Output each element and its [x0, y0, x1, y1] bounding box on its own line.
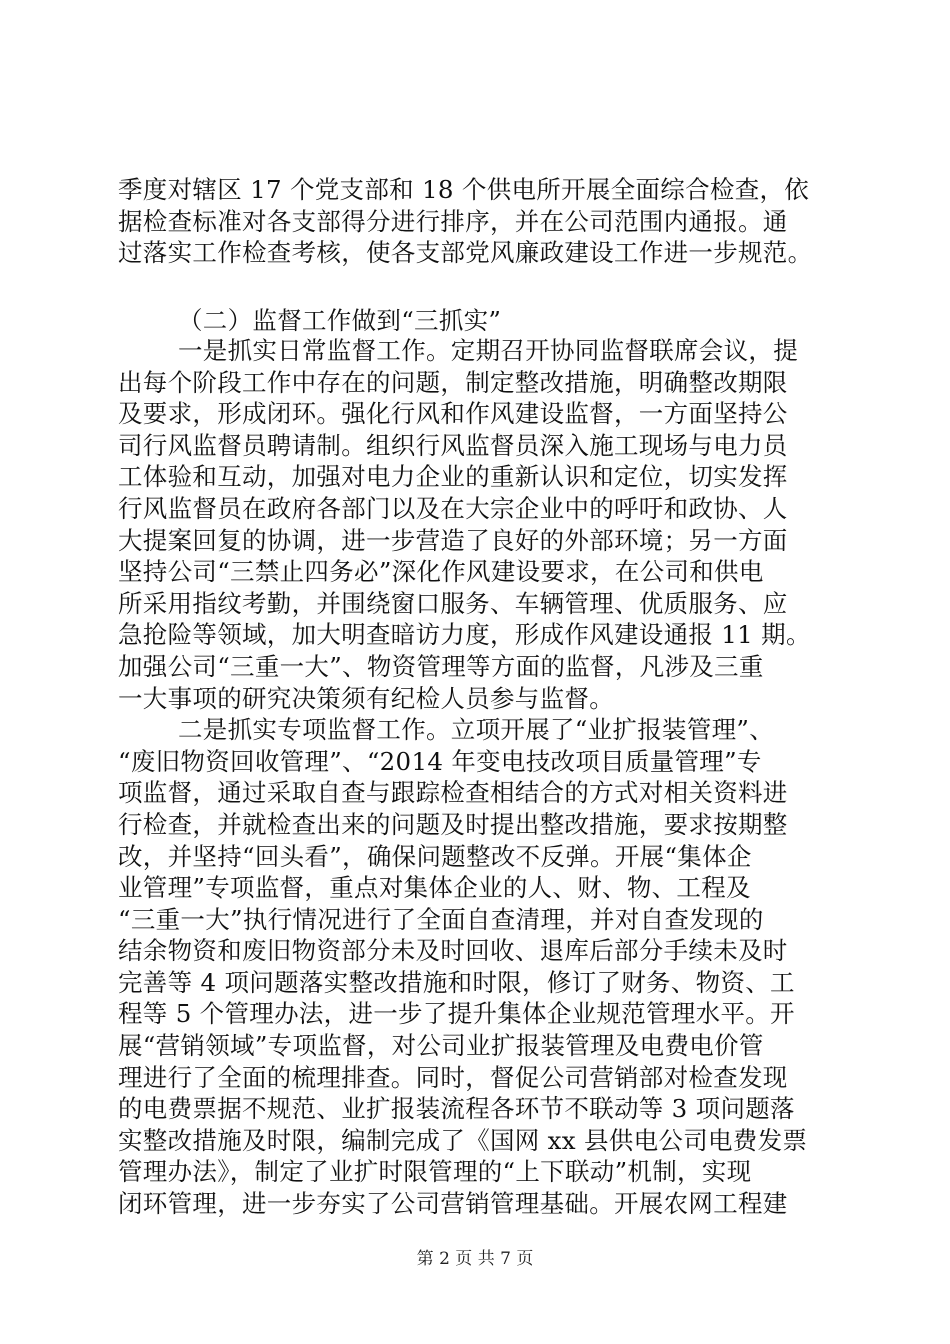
text-line: 所采用指纹考勤，并围绕窗口服务、车辆管理、优质服务、应: [118, 588, 788, 618]
section-heading: [118, 305, 838, 337]
text-line: 改，并坚持“回头看”，确保问题整改不反弹。开展“集体企: [118, 841, 752, 871]
text-line: 展“营销领域”专项监督，对公司业扩报装管理及电费电价管: [118, 1031, 764, 1061]
intro-paragraph: [118, 174, 838, 269]
text-line: 司行风监督员聘请制。组织行风监督员深入施工现场与电力员: [118, 430, 788, 460]
text-line: “废旧物资回收管理”、“2014 年变电技改项目质量管理”专: [118, 746, 762, 776]
page-number: 第 2 页 共 7 页: [416, 1249, 534, 1269]
text-line: 加强公司“三重一大”、物资管理等方面的监督，凡涉及三重: [118, 651, 764, 681]
text-line: 行检查，并就检查出来的问题及时提出整改措施，要求按期整: [118, 809, 788, 839]
text-line: 工体验和互动，加强对电力企业的重新认识和定位，切实发挥: [118, 462, 788, 492]
text-line: 坚持公司“三禁止四务必”深化作风建设要求，在公司和供电: [118, 557, 764, 587]
text-line: “三重一大”执行情况进行了全面自查清理，并对自查发现的: [118, 904, 764, 934]
paragraph-special-supervision: [118, 714, 838, 1220]
text-line: 一是抓实日常监督工作。定期召开协同监督联席会议，提: [178, 336, 798, 365]
text-line: 过落实工作检查考核，使各支部党风廉政建设工作进一步规范。: [118, 238, 813, 268]
page-footer: [0, 1244, 950, 1269]
text-line: 季度对辖区 17 个党支部和 18 个供电所开展全面综合检查，依: [118, 175, 810, 204]
text-line: 程等 5 个管理办法，进一步了提升集体企业规范管理水平。开: [118, 999, 795, 1029]
text-line: 行风监督员在政府各部门以及在大宗企业中的呼吁和政协、人: [118, 493, 788, 523]
text-line: 出每个阶段工作中存在的问题，制定整改措施，明确整改期限: [118, 367, 788, 397]
text-line: 据检查标准对各支部得分进行排序，并在公司范围内通报。通: [118, 206, 788, 236]
text-line: 管理办法》，制定了业扩时限管理的“上下联动”机制，实现: [118, 1157, 752, 1187]
text-line: 结余物资和废旧物资部分未及时回收、退库后部分手续未及时: [118, 936, 788, 966]
text-line: 及要求，形成闭环。强化行风和作风建设监督，一方面坚持公: [118, 399, 788, 429]
text-line: 急抢险等领域，加大明查暗访力度，形成作风建设通报 11 期。: [118, 620, 811, 650]
text-line: 理进行了全面的梳理排查。同时，督促公司营销部对检查发现: [118, 1062, 788, 1092]
section-heading-text: （二）监督工作做到“三抓实”: [178, 306, 502, 335]
text-line: 业管理”专项监督，重点对集体企业的人、财、物、工程及: [118, 873, 751, 903]
text-line: 完善等 4 项问题落实整改措施和时限，修订了财务、物资、工: [118, 967, 795, 997]
text-line: 的电费票据不规范、业扩报装流程各环节不联动等 3 项问题落: [118, 1094, 795, 1124]
text-line: 实整改措施及时限，编制完成了《国网 xx 县供电公司电费发票: [118, 1125, 808, 1155]
body-content: [118, 335, 838, 1220]
text-line: 一大事项的研究决策须有纪检人员参与监督。: [118, 683, 614, 713]
paragraph-daily-supervision: [118, 335, 838, 714]
text-line: 大提案回复的协调，进一步营造了良好的外部环境；另一方面: [118, 525, 788, 555]
text-line: 项监督，通过采取自查与跟踪检查相结合的方式对相关资料进: [118, 778, 788, 808]
text-line: 二是抓实专项监督工作。立项开展了“业扩报装管理”、: [178, 715, 775, 745]
text-line: 闭环管理，进一步夯实了公司营销管理基础。开展农网工程建: [118, 1189, 788, 1219]
